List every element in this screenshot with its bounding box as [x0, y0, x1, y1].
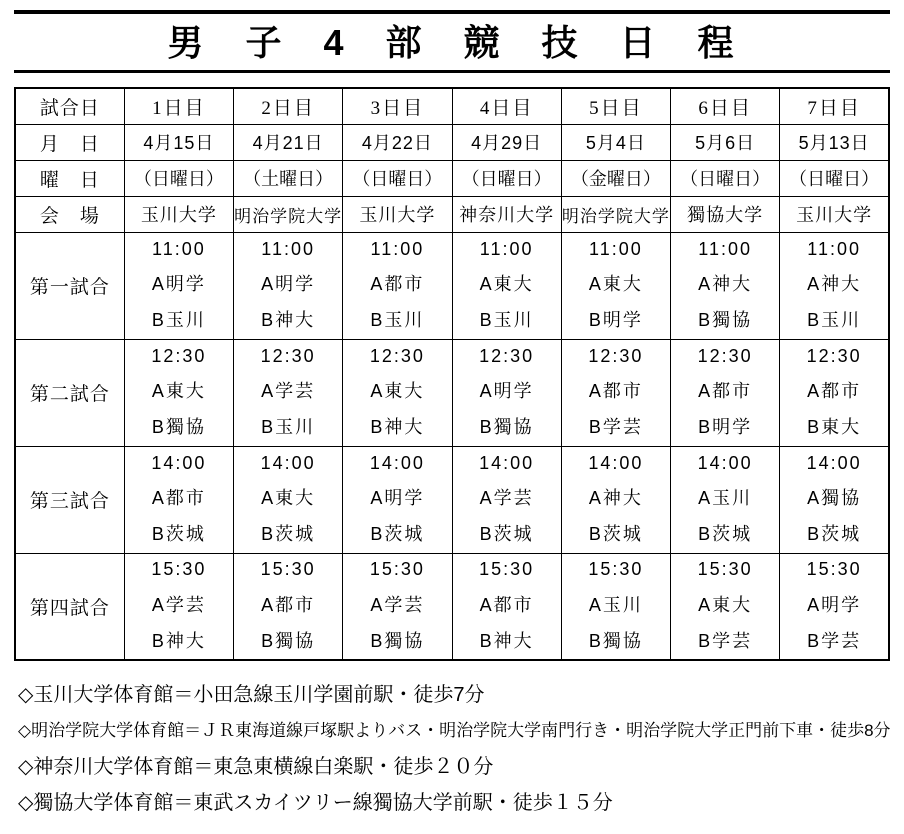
day-cell: 2日目: [234, 88, 343, 124]
team-a: A都市: [479, 594, 534, 615]
team-a: A都市: [370, 273, 425, 294]
match-cell: [452, 446, 561, 553]
match-cell: [124, 446, 233, 553]
team-a: A学芸: [151, 594, 206, 615]
date-cell: 5月13日: [780, 124, 889, 160]
match-cell: [671, 339, 780, 446]
team-b: B神大: [151, 631, 206, 652]
match-time: 14:00: [369, 452, 425, 473]
match-cell: [234, 553, 343, 660]
header-row-dates: [15, 124, 889, 160]
venue-cell: 玉川大学: [343, 196, 452, 232]
match-time: 15:30: [151, 559, 207, 580]
match-cell: [780, 339, 889, 446]
row-label-match-2: 第二試合: [15, 339, 124, 446]
header-row-days: [15, 88, 889, 124]
match-time: 14:00: [479, 452, 535, 473]
match-time: 12:30: [260, 345, 316, 366]
note-tamagawa: ◇玉川大学体育館＝小田急線玉川学園前駅・徒歩7分: [18, 684, 485, 706]
team-b: B玉川: [370, 310, 425, 331]
team-b: B茨城: [588, 524, 643, 545]
title-rule-bottom: [14, 70, 890, 73]
match-cell: [452, 553, 561, 660]
match-time: 15:30: [806, 559, 862, 580]
team-a: A都市: [807, 380, 862, 401]
venue-cell: 神奈川大学: [452, 196, 561, 232]
page-title: 男 子 4 部 競 技 日 程: [167, 22, 737, 63]
team-b: B学芸: [588, 417, 643, 438]
venue-cell: 獨協大学: [671, 196, 780, 232]
team-b: B神大: [370, 417, 425, 438]
match-cell: [343, 446, 452, 553]
team-b: B明学: [588, 310, 643, 331]
row-label-weekdays: 曜 日: [15, 160, 124, 196]
team-b: B神大: [261, 310, 316, 331]
team-a: A神大: [588, 487, 643, 508]
weekday-cell: （日曜日）: [780, 160, 889, 196]
schedule-table: [14, 87, 890, 661]
match-cell: [124, 553, 233, 660]
team-b: B茨城: [261, 524, 316, 545]
team-b: B学芸: [698, 631, 753, 652]
row-label-dates: 月 日: [15, 124, 124, 160]
match-cell: [124, 339, 233, 446]
team-b: B玉川: [807, 310, 862, 331]
match-time: 14:00: [151, 452, 207, 473]
venue-access-notes: [18, 677, 904, 821]
match-time: 12:30: [806, 345, 862, 366]
venue-cell: 明治学院大学: [561, 196, 670, 232]
team-a: A都市: [588, 380, 643, 401]
match-time: 14:00: [260, 452, 316, 473]
match-cell: [561, 553, 670, 660]
match-cell: [780, 446, 889, 553]
team-a: A都市: [151, 487, 206, 508]
team-a: A神大: [698, 273, 753, 294]
match-cell: [234, 339, 343, 446]
date-cell: 4月29日: [452, 124, 561, 160]
match-time: 14:00: [806, 452, 862, 473]
match-time: 11:00: [261, 238, 315, 259]
match-cell: [343, 553, 452, 660]
header-row-venues: [15, 196, 889, 232]
match-time: 12:30: [369, 345, 425, 366]
team-b: B獨協: [151, 417, 206, 438]
header-row-weekdays: [15, 160, 889, 196]
match-cell: [671, 232, 780, 339]
team-b: B玉川: [151, 310, 206, 331]
match-time: 12:30: [151, 345, 207, 366]
match-cell: [671, 446, 780, 553]
day-cell: 3日目: [343, 88, 452, 124]
team-b: B獨協: [370, 631, 425, 652]
team-b: B明学: [698, 417, 753, 438]
team-b: B獨協: [698, 310, 753, 331]
row-label-match-4: 第四試合: [15, 553, 124, 660]
row-label-days: 試合日: [15, 88, 124, 124]
match-cell: [343, 232, 452, 339]
match-time: 11:00: [698, 238, 752, 259]
match-cell: [780, 553, 889, 660]
team-a: A東大: [588, 273, 643, 294]
team-a: A玉川: [698, 487, 753, 508]
match-time: 15:30: [369, 559, 425, 580]
day-cell: 4日目: [452, 88, 561, 124]
team-b: B茨城: [807, 524, 862, 545]
team-b: B学芸: [807, 631, 862, 652]
team-a: A都市: [261, 594, 316, 615]
date-cell: 4月22日: [343, 124, 452, 160]
team-b: B茨城: [370, 524, 425, 545]
day-cell: 5日目: [561, 88, 670, 124]
match-cell: [452, 232, 561, 339]
weekday-cell: （金曜日）: [561, 160, 670, 196]
team-a: A明学: [151, 273, 206, 294]
match-time: 11:00: [370, 238, 425, 259]
team-a: A東大: [151, 380, 206, 401]
note-kanagawa: ◇神奈川大学体育館＝東急東横線白楽駅・徒歩２０分: [18, 756, 494, 778]
team-b: B茨城: [698, 524, 753, 545]
team-a: A神大: [807, 273, 862, 294]
venue-cell: 玉川大学: [780, 196, 889, 232]
team-b: B獨協: [588, 631, 643, 652]
match-time: 11:00: [589, 238, 643, 259]
match-cell: [561, 232, 670, 339]
match-time: 11:00: [152, 238, 206, 259]
team-a: A東大: [261, 487, 316, 508]
match-time: 14:00: [588, 452, 644, 473]
match-time: 12:30: [479, 345, 535, 366]
match-cell: [780, 232, 889, 339]
match-row-2: [15, 339, 889, 446]
team-a: A玉川: [588, 594, 643, 615]
weekday-cell: （土曜日）: [234, 160, 343, 196]
match-time: 15:30: [697, 559, 753, 580]
date-cell: 5月4日: [561, 124, 670, 160]
team-b: B玉川: [261, 417, 316, 438]
team-a: A学芸: [479, 487, 534, 508]
venue-cell: 玉川大学: [124, 196, 233, 232]
team-a: A都市: [698, 380, 753, 401]
weekday-cell: （日曜日）: [343, 160, 452, 196]
team-a: A明学: [807, 594, 862, 615]
match-time: 11:00: [807, 238, 861, 259]
note-dokkyo: ◇獨協大学体育館＝東武スカイツリー線獨協大学前駅・徒歩１５分: [18, 792, 613, 814]
team-a: A東大: [370, 380, 425, 401]
match-cell: [561, 339, 670, 446]
match-row-4: [15, 553, 889, 660]
team-a: A明学: [261, 273, 316, 294]
row-label-match-3: 第三試合: [15, 446, 124, 553]
match-time: 15:30: [260, 559, 316, 580]
team-b: B獨協: [261, 631, 316, 652]
match-cell: [234, 446, 343, 553]
match-cell: [343, 339, 452, 446]
team-a: A学芸: [261, 380, 316, 401]
row-label-match-1: 第一試合: [15, 232, 124, 339]
match-time: 11:00: [479, 238, 534, 259]
venue-cell: 明治学院大学: [234, 196, 343, 232]
match-time: 15:30: [479, 559, 535, 580]
team-b: B神大: [479, 631, 534, 652]
day-cell: 7日目: [780, 88, 889, 124]
weekday-cell: （日曜日）: [452, 160, 561, 196]
team-a: A獨協: [807, 487, 862, 508]
team-a: A東大: [479, 273, 534, 294]
match-cell: [561, 446, 670, 553]
weekday-cell: （日曜日）: [124, 160, 233, 196]
match-cell: [124, 232, 233, 339]
date-cell: 4月15日: [124, 124, 233, 160]
match-cell: [234, 232, 343, 339]
day-cell: 6日目: [671, 88, 780, 124]
date-cell: 5月6日: [671, 124, 780, 160]
team-b: B茨城: [479, 524, 534, 545]
date-cell: 4月21日: [234, 124, 343, 160]
match-time: 14:00: [697, 452, 753, 473]
team-a: A明学: [370, 487, 425, 508]
team-b: B東大: [807, 417, 862, 438]
match-cell: [452, 339, 561, 446]
day-cell: 1日目: [124, 88, 233, 124]
match-cell: [671, 553, 780, 660]
note-meijigakuin: ◇明治学院大学体育館＝ＪＲ東海道線戸塚駅よりバス・明治学院大学南門行き・明治学院大学正門前下車・徒歩8分: [18, 721, 891, 740]
match-row-3: [15, 446, 889, 553]
team-b: B玉川: [479, 310, 534, 331]
team-a: A学芸: [370, 594, 425, 615]
team-a: A明学: [479, 380, 534, 401]
row-label-venues: 会 場: [15, 196, 124, 232]
team-b: B茨城: [151, 524, 206, 545]
team-b: B獨協: [479, 417, 534, 438]
match-time: 12:30: [588, 345, 644, 366]
match-row-1: [15, 232, 889, 339]
match-time: 12:30: [697, 345, 753, 366]
team-a: A東大: [698, 594, 753, 615]
match-time: 15:30: [588, 559, 644, 580]
weekday-cell: （日曜日）: [671, 160, 780, 196]
